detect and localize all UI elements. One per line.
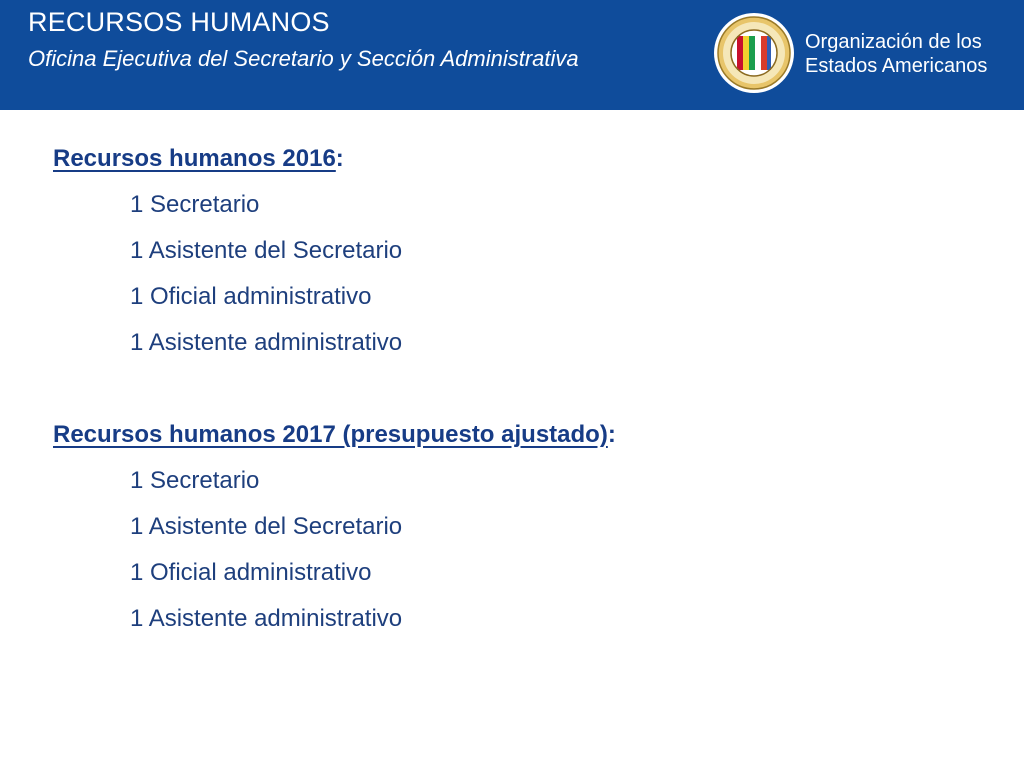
page-subtitle: Oficina Ejecutiva del Secretario y Sección Administrativa: [28, 46, 579, 71]
page-title: RECURSOS HUMANOS: [28, 7, 330, 37]
section-heading-2016-colon: :: [335, 145, 344, 172]
list-item: 1 Oficial administrativo: [130, 283, 372, 310]
section-spacer: [53, 366, 983, 412]
list-item: 1 Asistente administrativo: [130, 605, 403, 632]
list-item: 1 Asistente del Secretario: [130, 237, 403, 264]
header-banner: [0, 0, 1024, 110]
organization-brand: [713, 12, 1013, 98]
content-area: [53, 136, 983, 642]
organization-name-line2: Estados Americanos: [805, 55, 988, 77]
organization-name-line1: Organización de los: [805, 31, 982, 53]
section-heading-2016-text: Recursos humanos 2016: [53, 145, 336, 172]
oas-seal-icon: [713, 12, 795, 94]
list-item: 1 Oficial administrativo: [130, 559, 372, 586]
list-item: 1 Secretario: [130, 191, 260, 218]
list-item: 1 Asistente administrativo: [130, 329, 403, 356]
list-item: 1 Secretario: [130, 467, 260, 494]
section-heading-2017-colon: :: [607, 421, 616, 448]
section-heading-2017: [53, 412, 983, 458]
organization-name: [805, 30, 1015, 78]
section-heading-2017-text: Recursos humanos 2017 (presupuesto ajustado): [53, 421, 608, 448]
list-item: 1 Asistente del Secretario: [130, 513, 403, 540]
section-heading-2016: [53, 136, 983, 182]
